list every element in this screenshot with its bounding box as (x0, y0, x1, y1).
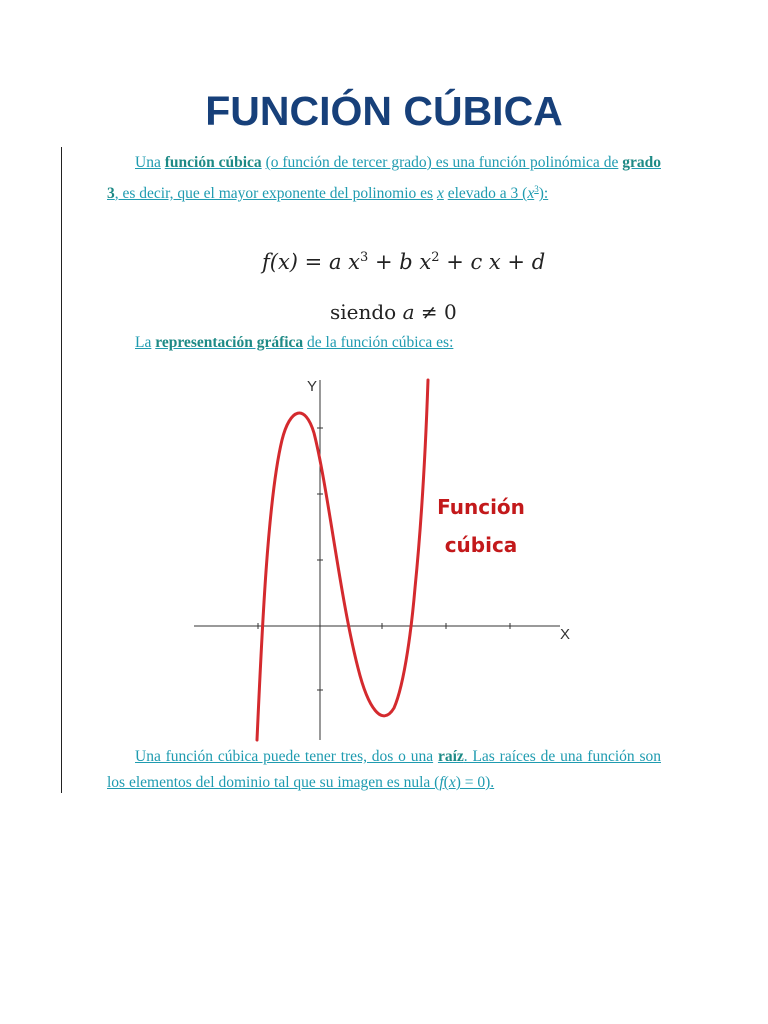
cubic-curve (257, 380, 428, 740)
var-x: x (436, 185, 444, 203)
cond-a: a (402, 300, 415, 324)
graph-label-line1: Función (437, 495, 525, 519)
exponent: 3 (534, 184, 539, 194)
para-text: La (135, 334, 152, 351)
x-axis-label: X (560, 626, 571, 643)
formula-part: + (439, 250, 471, 274)
para-text: . Las raíces de una función son los elementos del dominio tal que su imagen es nula ( (107, 748, 661, 791)
formula-part: + (368, 250, 400, 274)
exp-2: 2 (431, 250, 440, 265)
formula-part: x + (482, 250, 532, 274)
condition-line (330, 300, 457, 324)
para-text: ( (443, 774, 449, 791)
link-raiz[interactable]: raíz (437, 748, 464, 765)
formula-part: x (341, 250, 361, 274)
coef-b: b (399, 250, 413, 274)
paragraph-roots (107, 744, 661, 796)
cubic-formula (262, 250, 545, 274)
link-grado[interactable]: grado 3 (107, 154, 661, 203)
cond-text: siendo (330, 300, 403, 324)
graph-label (426, 488, 536, 564)
para-text: elevado a 3 ( (447, 185, 528, 203)
para-text: (o función de tercer grado) es una función polinómica de (265, 154, 619, 171)
formula-part: f(x) = (262, 250, 329, 274)
para-text: de la función cúbica es: (307, 334, 454, 351)
link-representacion-grafica[interactable]: representación gráfica (155, 334, 304, 351)
exp-3: 3 (360, 250, 369, 265)
para-text: , es decir, que el mayor exponente del polinomio es (114, 185, 434, 203)
var-f: f (439, 774, 444, 791)
para-text: ) = 0). (455, 774, 495, 791)
para-text: Una función cúbica puede tener tres, dos o una (135, 748, 434, 765)
var-x: x (527, 185, 535, 203)
cubic-graph (190, 378, 590, 748)
y-axis-label: Y (307, 378, 318, 395)
coef-d: d (531, 250, 546, 274)
formula-part: x (412, 250, 432, 274)
coef-c: c (470, 250, 483, 274)
var-x: x (448, 774, 456, 791)
margin-bar (61, 147, 62, 793)
page-title: FUNCIÓN CÚBICA (205, 88, 563, 134)
coef-a: a (328, 250, 342, 274)
paragraph-definition (107, 150, 661, 207)
para-text: Una (135, 154, 161, 171)
link-funcion-cubica[interactable]: función cúbica (164, 154, 262, 171)
para-text: ): (538, 185, 549, 203)
graph-label-line2: cúbica (444, 533, 518, 557)
cond-text: ≠ 0 (414, 300, 457, 324)
paragraph-graph-intro (107, 330, 661, 356)
